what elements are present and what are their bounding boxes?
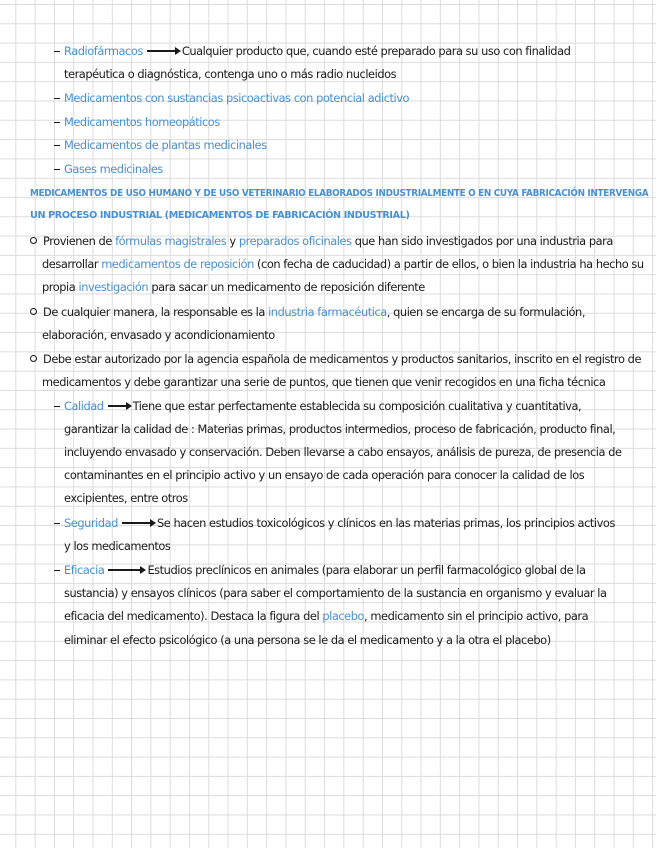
text: , quien se encarga de su formulación, <box>386 305 585 319</box>
term-eficacia: Eficacia <box>64 563 105 577</box>
seguridad-line-1 <box>54 515 615 531</box>
eficacia-line-3 <box>64 608 588 624</box>
term-investigacion: investigación <box>78 280 149 294</box>
dash-marker <box>54 51 60 53</box>
term-formulas-magistrales: fórmulas magistrales <box>115 234 227 248</box>
bullet-2-line-2: elaboración, envasado y acondicionamiento <box>42 328 275 342</box>
arrow-icon <box>147 50 179 52</box>
text: Debe estar autorizado por la agencia española de medicamentos y productos sanitarios, inscrito en el registro de <box>43 352 642 366</box>
dash-marker <box>54 523 60 525</box>
section-heading-line1: MEDICAMENTOS DE USO HUMANO Y DE USO VETERINARIO ELABORADOS INDUSTRIALMENTE O EN CUYA FABRICACIÓN INTERVENGA <box>30 188 649 199</box>
calidad-line-1 <box>54 398 581 414</box>
radiofarmacos-definition-2: terapéutica o diagnóstica, contenga uno o más radio nucleidos <box>64 67 397 81</box>
text: que han sido investigados por una industria para <box>351 234 613 248</box>
text: Provienen de <box>43 234 116 248</box>
eficacia-line-4: eliminar el efecto psicológico (a una persona se le da el medicamento y a la otra el placebo) <box>64 633 551 647</box>
calidad-line-2: garantizar la calidad de : Materias primas, productos intermedios, proceso de fabricación, producto final, <box>64 422 616 436</box>
bullet-1-line-2 <box>42 256 644 272</box>
term-calidad: Calidad <box>64 399 104 413</box>
term-radiofarmacos: Radiofármacos <box>64 44 143 58</box>
term-gases: Gases medicinales <box>64 162 163 176</box>
bullet-3-line-2: medicamentos y debe garantizar una serie de puntos, que tienen que venir recogidos en una ficha técnica <box>42 375 606 389</box>
seguridad-line-2: y los medicamentos <box>64 539 171 553</box>
bullet-icon <box>30 308 37 315</box>
text: , medicamento sin el principio activo, para <box>364 609 589 623</box>
term-psicoactivos: Medicamentos con sustancias psicoactivas con potencial adictivo <box>64 91 410 105</box>
radiofarmacos-definition-1: Cualquier producto que, cuando esté preparado para su uso con finalidad <box>181 44 571 58</box>
calidad-line-4: contaminantes en el principio activo y un ensayo de cada operación para conocer la calidad de los <box>64 468 585 482</box>
list-item-radiofarmacos <box>54 43 570 59</box>
text: De cualquier manera, la responsable es la <box>43 305 269 319</box>
eficacia-line-1 <box>54 562 586 578</box>
text: desarrollar <box>42 257 102 271</box>
bullet-icon <box>30 237 37 244</box>
arrow-icon <box>108 569 144 571</box>
text: y <box>226 234 239 248</box>
term-placebo: placebo <box>322 609 365 623</box>
text: Se hacen estudios toxicológicos y clínicos en las materias primas, los principios activos <box>156 516 615 530</box>
dash-marker <box>54 145 60 147</box>
arrow-icon <box>122 522 154 524</box>
dash-marker <box>54 122 60 124</box>
text: eficacia del medicamento). Destaca la figura del <box>64 609 323 623</box>
dash-marker <box>54 570 60 572</box>
bullet-1-line-3 <box>42 279 425 295</box>
list-item-gases <box>54 161 163 177</box>
bullet-1-line-1 <box>30 233 613 249</box>
term-plantas: Medicamentos de plantas medicinales <box>64 138 267 152</box>
bullet-2-line-1 <box>30 304 585 320</box>
list-item-plantas <box>54 137 267 153</box>
calidad-line-3: incluyendo envasado y conservación. Deben llevarse a cabo ensayos, análisis de pureza, de presencia de <box>64 445 622 459</box>
term-medicamentos-reposicion: medicamentos de reposición <box>101 257 254 271</box>
text: para sacar un medicamento de reposición diferente <box>148 280 425 294</box>
term-industria-farmaceutica: industria farmacéutica <box>268 305 387 319</box>
text: Estudios preclínicos en animales (para elaborar un perfil farmacológico global de la <box>147 563 586 577</box>
text: propia <box>42 280 79 294</box>
list-item-homeopaticos <box>54 114 220 130</box>
dash-marker <box>54 98 60 100</box>
bullet-icon <box>30 355 37 362</box>
text: Tiene que estar perfectamente establecida su composición cualitativa y cuantitativa, <box>132 399 582 413</box>
dash-marker <box>54 406 60 408</box>
calidad-line-5: excipientes, entre otros <box>64 491 188 505</box>
eficacia-line-2: sustancia) y ensayos clínicos (para saber el comportamiento de la sustancia en organismo y evaluar la <box>64 586 607 600</box>
section-heading-line2: UN PROCESO INDUSTRIAL (MEDICAMENTOS DE FABRICACIÓN INDUSTRIAL) <box>30 210 410 221</box>
text: (con fecha de caducidad) a partir de ellos, o bien la industria ha hecho su <box>253 257 644 271</box>
arrow-icon <box>108 405 130 407</box>
term-preparados-oficinales: preparados oficinales <box>238 234 352 248</box>
dash-marker <box>54 169 60 171</box>
list-item-psicoactivos <box>54 90 409 106</box>
term-homeopaticos: Medicamentos homeopáticos <box>64 115 220 129</box>
term-seguridad: Seguridad <box>64 516 118 530</box>
bullet-3-line-1 <box>30 351 641 367</box>
